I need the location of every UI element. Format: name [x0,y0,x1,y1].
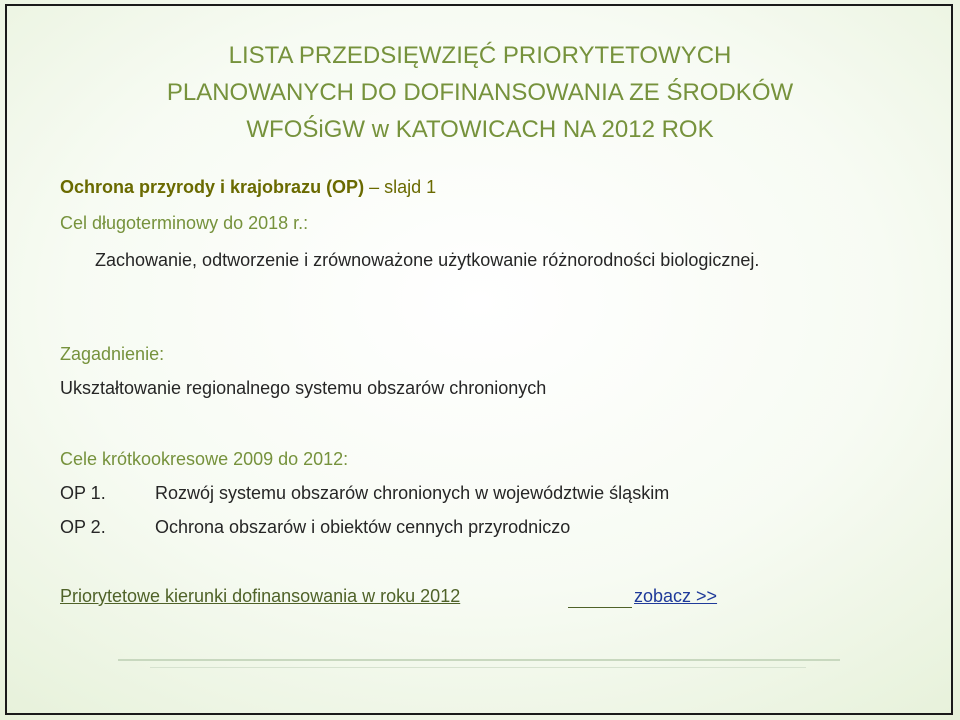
goal-code: OP 2. [60,517,106,537]
priority-directions-text: Priorytetowe kierunki dofinansowania w roku 2012 [60,586,461,606]
section-dash: – [369,177,380,197]
see-more-link[interactable]: zobacz >> [634,586,718,606]
goal-text: Ochrona obszarów i obiektów cennych przyrodniczo [155,517,571,537]
issue-text: Ukształtowanie regionalnego systemu obszarów chronionych [60,378,547,398]
long-term-goal-text: Zachowanie, odtworzenie i zrównoważone użytkowanie różnorodności biologicznej. [95,250,760,270]
slide-number: slajd 1 [384,177,437,197]
issue-label: Zagadnienie: [60,344,165,364]
divider-line [150,667,806,668]
divider-line [118,659,840,661]
section-name: Ochrona przyrody i krajobrazu (OP) [60,177,365,197]
title-line-3: WFOŚiGW w KATOWICACH NA 2012 ROK [246,116,714,143]
underline-gap [568,607,632,608]
page-title [60,37,900,148]
section-heading [60,177,436,198]
goal-text: Rozwój systemu obszarów chronionych w województwie śląskim [155,483,670,503]
title-line-2: PLANOWANYCH DO DOFINANSOWANIA ZE ŚRODKÓW [166,79,794,106]
short-term-goal-row [60,517,570,538]
title-line-1: LISTA PRZEDSIĘWZIĘĆ PRIORYTETOWYCH [228,42,732,69]
goal-code: OP 1. [60,483,106,503]
long-term-goal-label: Cel długoterminowy do 2018 r.: [60,213,309,233]
short-term-goals-label: Cele krótkookresowe 2009 do 2012: [60,449,349,469]
short-term-goal-row [60,483,669,504]
